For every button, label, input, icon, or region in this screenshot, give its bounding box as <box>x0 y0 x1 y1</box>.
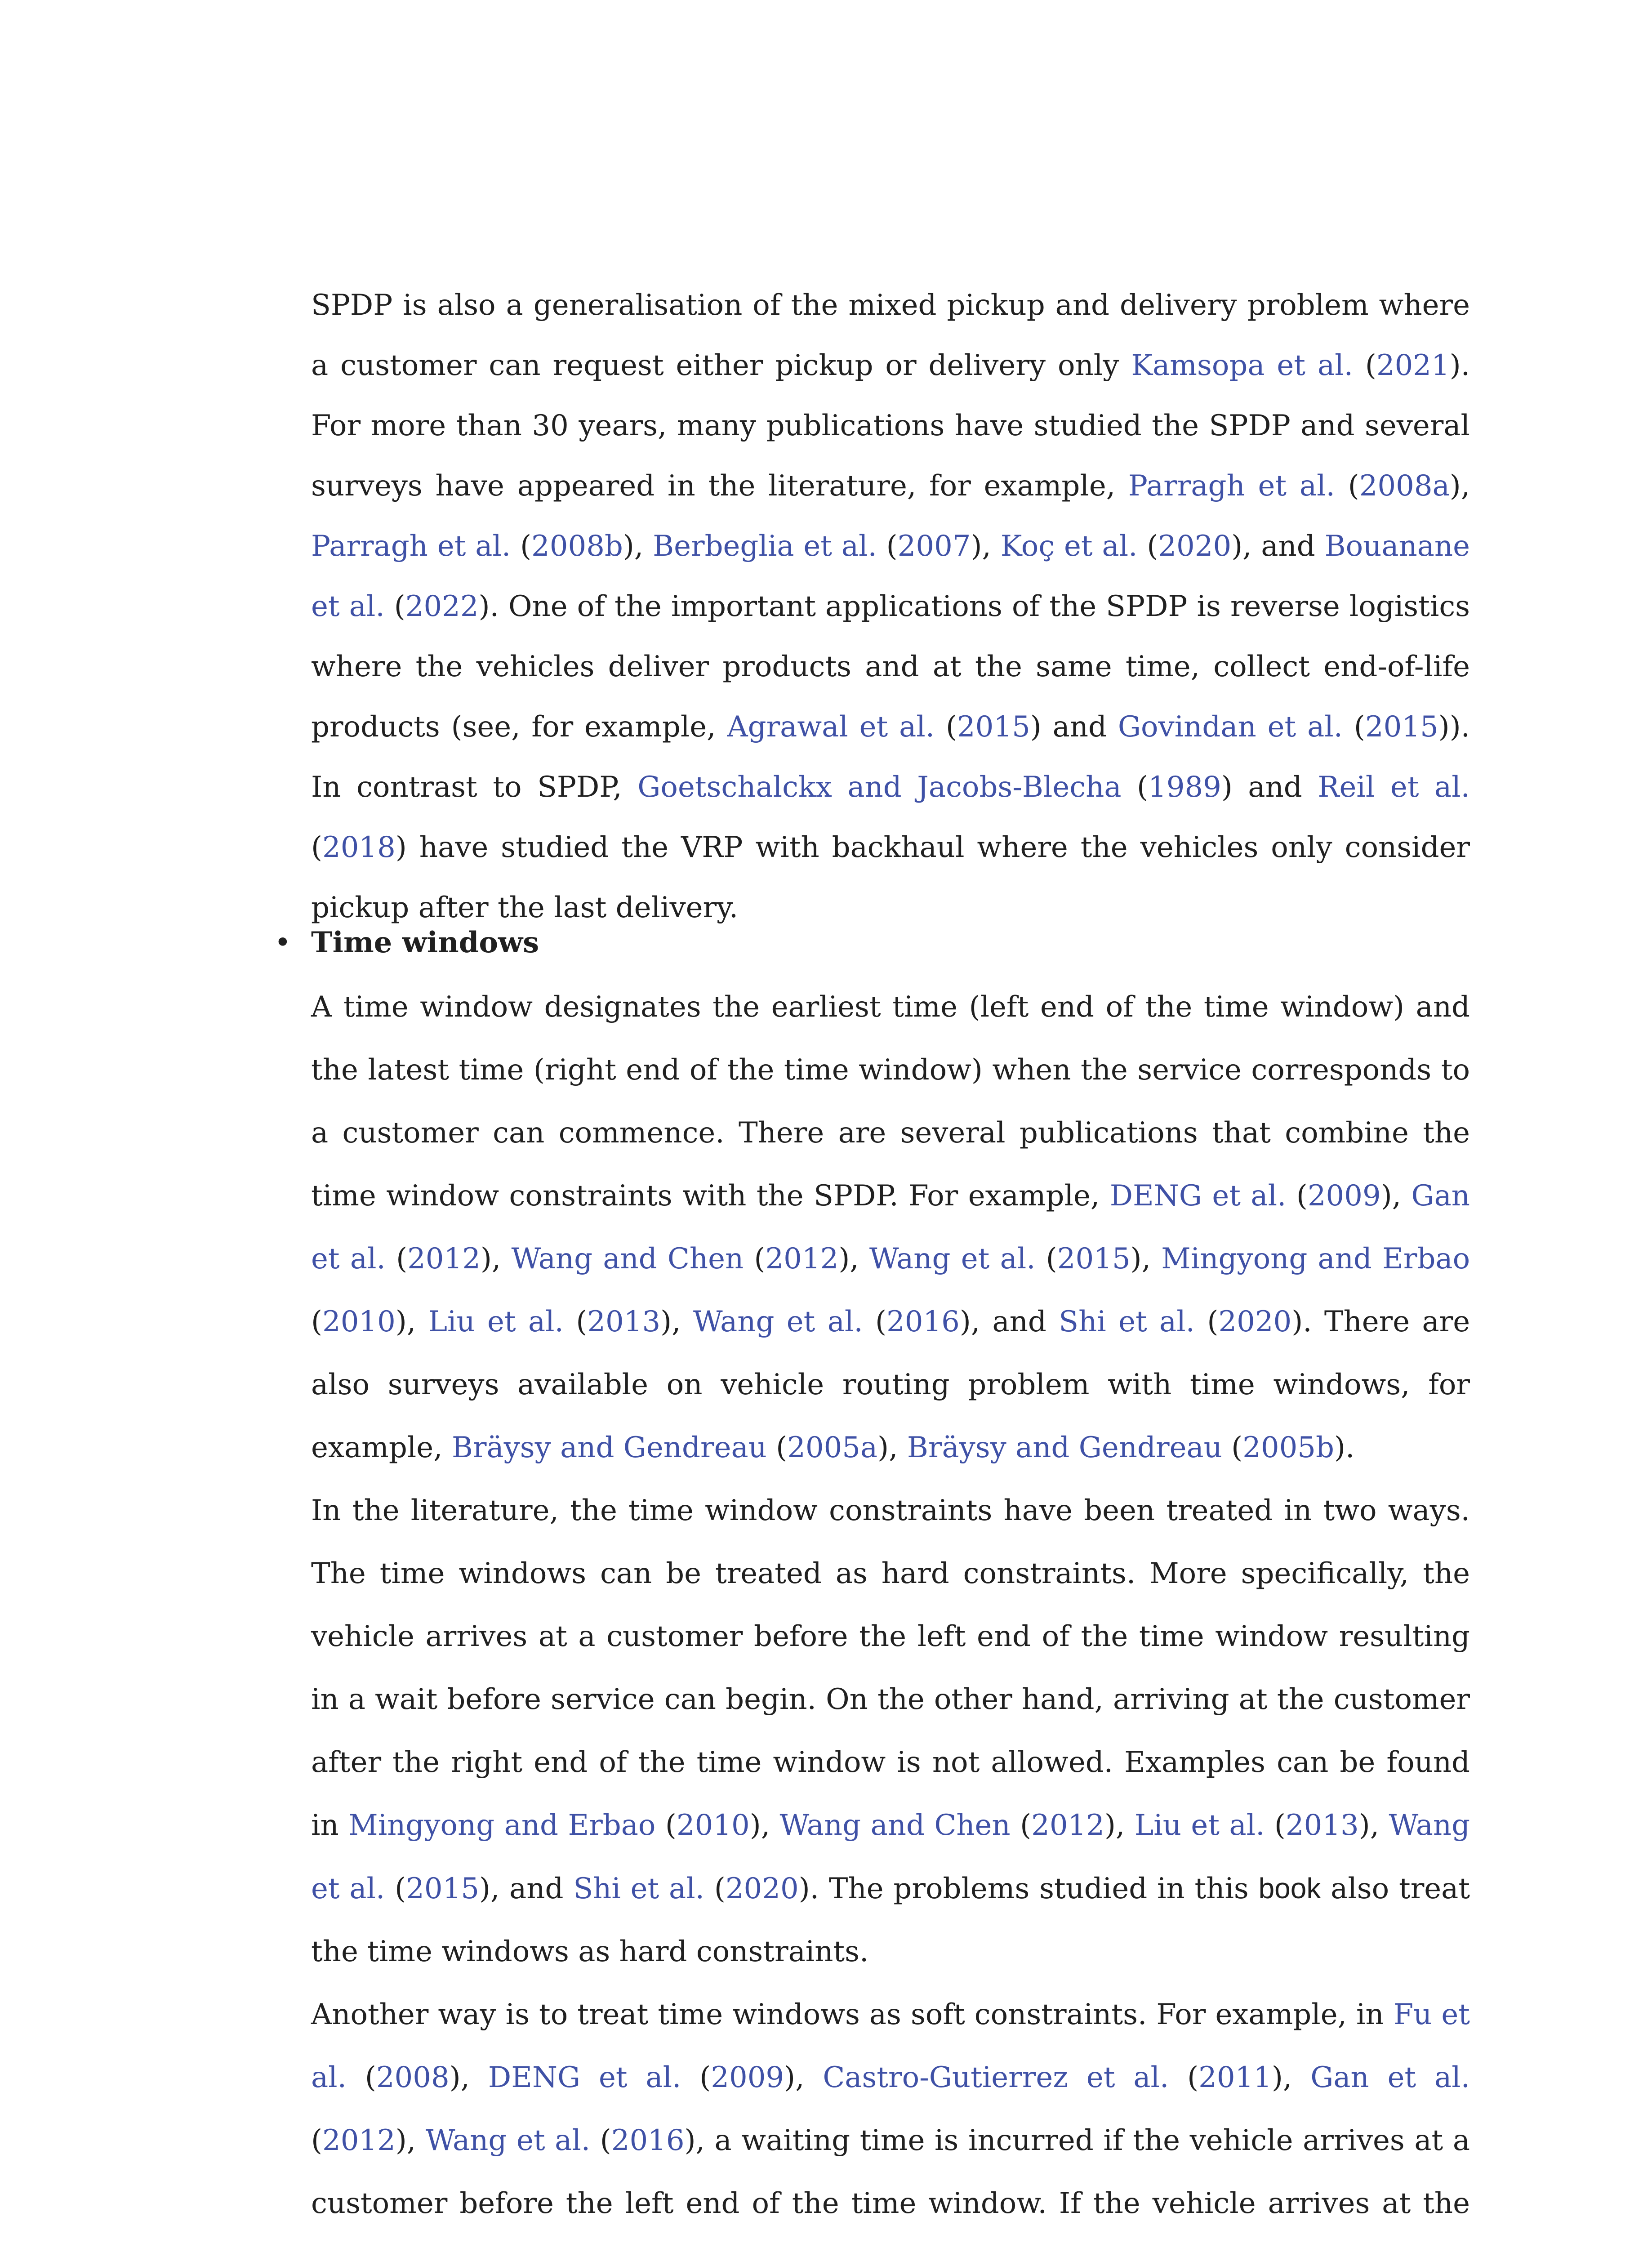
text: ( <box>766 1431 788 1464</box>
text: ) and <box>1221 771 1318 804</box>
text: Another way is to treat time windows as soft constraints. For example, in <box>311 1998 1394 2031</box>
text: ), <box>660 1305 693 1338</box>
citation-year-link[interactable]: 2012 <box>407 1242 481 1276</box>
text: SPDP is also a generalisation of the mixed pickup and delivery problem where a customer can request either pickup or delivery only <box>311 289 1470 382</box>
citation-year-link[interactable]: 2011 <box>1198 2061 1272 2094</box>
citation-year-link[interactable]: 2005a <box>787 1431 878 1464</box>
citation-year-link[interactable]: 2005b <box>1242 1431 1334 1464</box>
text: ( <box>1353 349 1376 382</box>
paragraph-spdp-generalisation <box>311 275 1470 938</box>
citation-link[interactable]: Reil et al. <box>1318 771 1470 804</box>
citation-link[interactable]: Parragh et al. <box>311 530 511 563</box>
text: ), and <box>959 1305 1059 1338</box>
text: ( <box>1169 2061 1199 2094</box>
citation-year-link[interactable]: 2015 <box>1365 710 1438 744</box>
citation-link[interactable]: Bouanane et al. <box>311 530 1470 623</box>
text: ( <box>655 1809 677 1842</box>
text: ) and <box>1030 710 1118 744</box>
citation-link[interactable]: Liu et al. <box>1134 1809 1265 1842</box>
text: ( <box>1035 1242 1057 1276</box>
citation-year-link[interactable]: 2015 <box>406 1872 480 1905</box>
text: ( <box>1343 710 1365 744</box>
text: ), a waiting time is incurred if the vehicle arrives at a customer before the left end of the time window. If the vehicle arrives at the <box>311 2124 1470 2220</box>
citation-year-link[interactable]: 2016 <box>611 2124 685 2157</box>
text: ), and <box>479 1872 574 1905</box>
text: ), <box>395 2124 426 2157</box>
citation-year-link[interactable]: 2012 <box>765 1242 839 1276</box>
citation-year-link[interactable]: 2015 <box>957 710 1030 744</box>
text: ( <box>563 1305 588 1338</box>
text: ), <box>449 2061 488 2094</box>
citation-link[interactable]: Koç et al. <box>1000 530 1138 563</box>
text: ), <box>1130 1242 1162 1276</box>
text: ), <box>1380 1179 1412 1213</box>
citation-link[interactable]: Wang et al. <box>869 1242 1036 1276</box>
citation-link[interactable]: Mingyong and Erbao <box>348 1809 656 1842</box>
citation-link[interactable]: Berbeglia et al. <box>653 530 877 563</box>
text: ) have studied the VRP with backhaul where the vehicles only consider pickup after the last delivery. <box>311 831 1470 924</box>
citation-year-link[interactable]: 2020 <box>1218 1305 1292 1338</box>
text: ), <box>784 2061 823 2094</box>
text: )). In contrast to SPDP, <box>311 710 1470 804</box>
citation-year-link[interactable]: 2013 <box>1285 1809 1359 1842</box>
citation-year-link[interactable]: 2007 <box>897 530 971 563</box>
citation-year-link[interactable]: 2010 <box>676 1809 750 1842</box>
citation-year-link[interactable]: 2010 <box>322 1305 396 1338</box>
citation-year-link[interactable]: 2009 <box>711 2061 784 2094</box>
citation-link[interactable]: Gan et al. <box>1310 2061 1470 2094</box>
text: ( <box>863 1305 886 1338</box>
citation-year-link[interactable]: 2016 <box>886 1305 960 1338</box>
bullet-icon: • <box>274 926 291 959</box>
citation-link[interactable]: Parragh et al. <box>1128 469 1335 503</box>
time-windows-content <box>311 976 1470 2248</box>
text: ( <box>1335 469 1359 503</box>
citation-link[interactable]: Wang and Chen <box>511 1242 744 1276</box>
text: ( <box>590 2124 611 2157</box>
citation-year-link[interactable]: 2008 <box>376 2061 450 2094</box>
inline-word-book: book <box>1258 1872 1321 1905</box>
text: ( <box>1121 771 1148 804</box>
text: ), <box>623 530 653 563</box>
text: also treat the time windows as hard constraints. <box>311 1872 1470 1968</box>
citation-year-link[interactable]: 2022 <box>405 590 479 623</box>
citation-year-link[interactable]: 2018 <box>322 831 396 864</box>
text: A time window designates the earliest time (left end of the time window) and the latest time (right end of the time window) when the service corresponds to a customer can commence. There are several publications that combine the time window constraints with the SPDP. For example, <box>311 990 1470 1213</box>
text: ), <box>480 1242 512 1276</box>
citation-link[interactable]: Shi et al. <box>573 1872 705 1905</box>
citation-link[interactable]: Govindan et al. <box>1118 710 1343 744</box>
text: ). There are also surveys available on vehicle routing problem with time windows, for example, <box>311 1305 1470 1464</box>
text: ( <box>1265 1809 1286 1842</box>
text: ( <box>385 1242 408 1276</box>
citation-year-link[interactable]: 1989 <box>1148 771 1221 804</box>
text: ), <box>395 1305 428 1338</box>
text: ), <box>971 530 1001 563</box>
citation-link[interactable]: Goetschalckx and Jacobs-Blecha <box>637 771 1122 804</box>
text: ( <box>1222 1431 1243 1464</box>
text: ( <box>1010 1809 1032 1842</box>
text: ( <box>1286 1179 1308 1213</box>
citation-year-link[interactable]: 2020 <box>725 1872 799 1905</box>
text: ( <box>311 1305 322 1338</box>
text: ( <box>384 590 405 623</box>
text: ( <box>511 530 532 563</box>
citation-link[interactable]: Wang et al. <box>311 1809 1470 1905</box>
citation-link[interactable]: Liu et al. <box>428 1305 564 1338</box>
citation-link[interactable]: Shi et al. <box>1059 1305 1195 1338</box>
text: ), <box>1272 2061 1311 2094</box>
text: ), <box>1104 1809 1135 1842</box>
text: ( <box>311 2124 322 2157</box>
text: ), <box>838 1242 869 1276</box>
text: ( <box>311 831 322 864</box>
text: ( <box>704 1872 726 1905</box>
paragraph-time-window-definition <box>311 976 1470 1479</box>
citation-year-link[interactable]: 2012 <box>322 2124 396 2157</box>
text: ), <box>1449 469 1470 503</box>
text: In the literature, the time window constraints have been treated in two ways. The time windows can be treated as hard constraints. More specifically, the vehicle arrives at a customer before the left end of the time window resulting in a wait before service can begin. On the other hand, arriving at the customer after the right end of the time window is not allowed. Examples can be found in <box>311 1494 1470 1842</box>
text: ), <box>749 1809 780 1842</box>
citation-link[interactable]: Agrawal et al. <box>727 710 935 744</box>
text: ), and <box>1231 530 1325 563</box>
text: ), <box>877 1431 907 1464</box>
text: ( <box>385 1872 406 1905</box>
text: ( <box>744 1242 766 1276</box>
section-heading-time-windows: Time windows <box>311 926 539 959</box>
citation-link[interactable]: Wang et al. <box>693 1305 863 1338</box>
citation-year-link[interactable]: 2020 <box>1158 530 1232 563</box>
citation-link[interactable]: Wang et al. <box>425 2124 591 2157</box>
citation-year-link[interactable]: 2009 <box>1307 1179 1381 1213</box>
paragraph-hard-constraints <box>311 1479 1470 1983</box>
citation-link[interactable]: Bräysy and Gendreau <box>907 1431 1222 1464</box>
text: ). One of the important applications of the SPDP is reverse logistics where the vehicles deliver products and at the same time, collect end-of-life products (see, for example, <box>311 590 1470 744</box>
text: ( <box>877 530 898 563</box>
citation-year-link[interactable]: 2021 <box>1376 349 1450 382</box>
text: ). The problems studied in this <box>798 1872 1259 1905</box>
citation-link[interactable]: Kamsopa et al. <box>1131 349 1353 382</box>
citation-link[interactable]: Fu et al. <box>311 1998 1470 2094</box>
citation-link[interactable]: Castro-Gutierrez et al. <box>823 2061 1169 2094</box>
citation-link[interactable]: DENG et al. <box>1109 1179 1287 1213</box>
text: ). For more than 30 years, many publications have studied the SPDP and several surveys have appeared in the literature, for example, <box>311 349 1470 503</box>
text: ( <box>935 710 957 744</box>
text: ( <box>1195 1305 1219 1338</box>
citation-link[interactable]: Wang and Chen <box>779 1809 1011 1842</box>
citation-year-link[interactable]: 2012 <box>1031 1809 1104 1842</box>
citation-year-link[interactable]: 2015 <box>1057 1242 1131 1276</box>
citation-year-link[interactable]: 2013 <box>587 1305 661 1338</box>
citation-link[interactable]: Bräysy and Gendreau <box>451 1431 767 1464</box>
text: ), <box>1358 1809 1389 1842</box>
citation-link[interactable]: DENG et al. <box>488 2061 681 2094</box>
text: ( <box>1137 530 1158 563</box>
text: ( <box>346 2061 376 2094</box>
citation-year-link[interactable]: 2008b <box>531 530 623 563</box>
paragraph-soft-constraints <box>311 1983 1470 2248</box>
citation-link[interactable]: Gan et al. <box>311 1179 1470 1276</box>
text: ( <box>681 2061 711 2094</box>
citation-link[interactable]: Mingyong and Erbao <box>1161 1242 1470 1276</box>
citation-year-link[interactable]: 2008a <box>1359 469 1450 503</box>
text: ). <box>1334 1431 1355 1464</box>
